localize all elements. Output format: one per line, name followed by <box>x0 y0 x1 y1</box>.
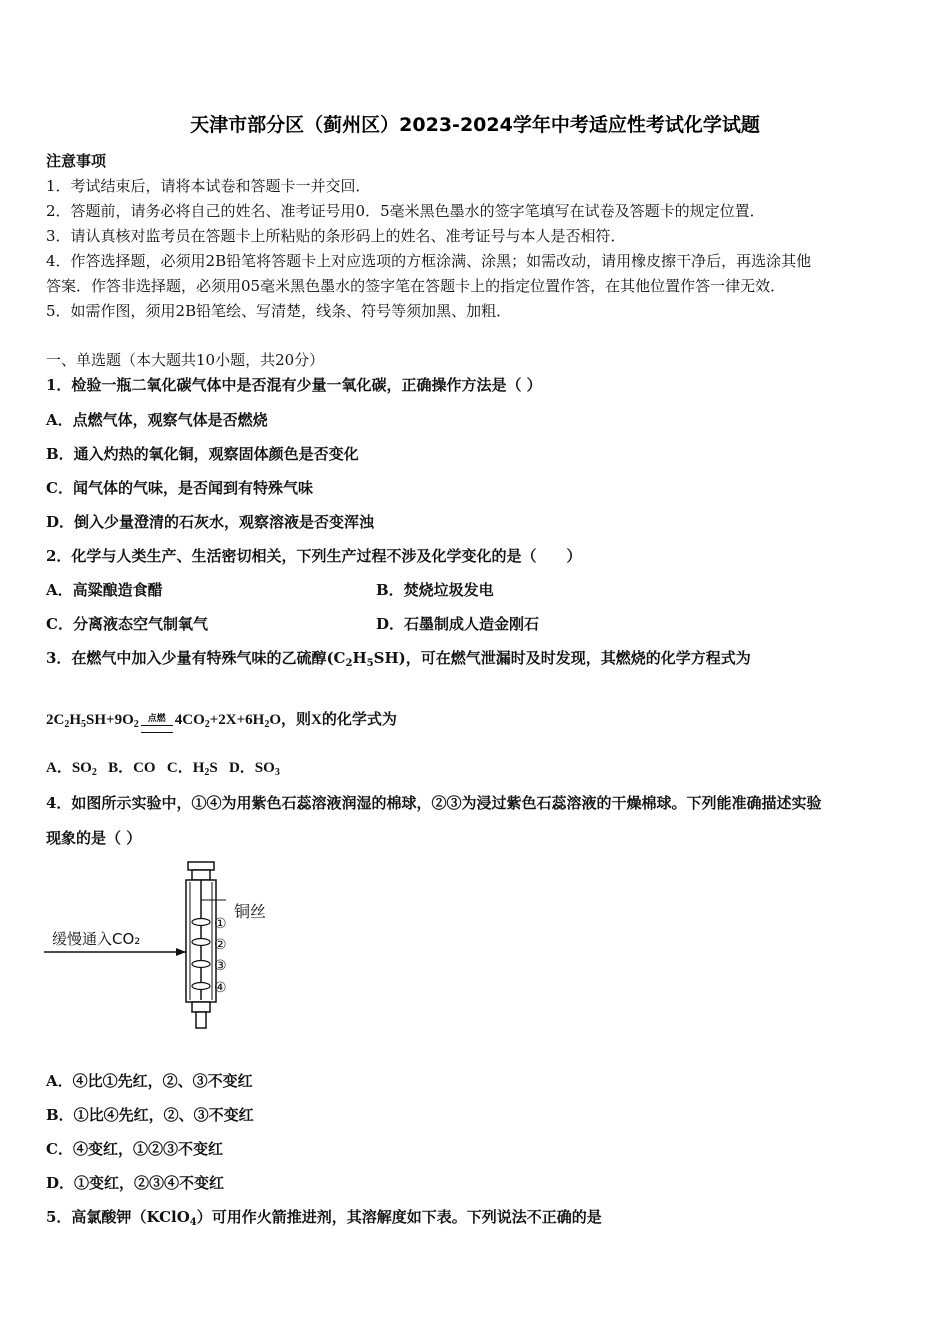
cotton-ball-3 <box>192 961 210 968</box>
subscript: 2 <box>64 719 70 730</box>
tube-top-neck <box>192 870 210 880</box>
reaction-left <box>46 710 139 730</box>
inlet-arrow-head <box>176 948 186 956</box>
mark-3: ③ <box>214 958 227 974</box>
q1-stem: 1．检验一瓶二氧化碳气体中是否混有少量一氧化碳，正确操作方法是（ ） <box>46 376 542 394</box>
mark-2: ② <box>214 937 227 953</box>
q2-row-2 <box>46 614 540 634</box>
q3-option-d <box>229 760 280 776</box>
q5-stem-text: 5．高氯酸钾（KClO <box>46 1208 190 1226</box>
q3-option-b: B．CO <box>108 760 156 776</box>
q1-option-d: D．倒入少量澄清的石灰水，观察溶液是否变浑浊 <box>46 513 375 531</box>
q4-option-c: C．④变红，①②③不变红 <box>46 1140 223 1158</box>
notice-item: 3．请认真核对监考员在答题卡上所粘贴的条形码上的姓名、准考证号与本人是否相符． <box>46 227 626 245</box>
q3-stem-text: 3．在燃气中加入少量有特殊气味的乙硫醇(C <box>46 649 346 667</box>
q3-stem <box>46 648 751 668</box>
q3-option-c <box>167 760 218 776</box>
wire-label: 铜丝 <box>234 902 267 921</box>
q2-option-b: B．焚烧垃圾发电 <box>376 581 494 599</box>
subscript: 5 <box>366 658 374 669</box>
q4-stem-line2: 现象的是（ ） <box>46 829 142 847</box>
notice-item: 1．考试结束后，请将本试卷和答题卡一并交回． <box>46 177 371 195</box>
cotton-ball-1 <box>192 919 210 926</box>
notice-item: 答案．作答非选择题，必须用05毫米黑色墨水的签字笔在答题卡上的指定位置作答，在其他位置作答一律无效． <box>46 277 786 295</box>
q4-option-d: D．①变红，②③④不变红 <box>46 1174 225 1192</box>
notice-item: 2．答题前，请务必将自己的姓名、准考证号用0．5毫米黑色墨水的签字笔填写在试卷及答题卡的规定位置． <box>46 202 765 220</box>
q2-row-1 <box>46 580 494 600</box>
tube-outlet <box>196 1012 206 1028</box>
q3-equation <box>46 710 397 730</box>
eq-text: 4CO <box>174 712 205 728</box>
section-heading: 一、单选题（本大题共10小题，共20分） <box>46 351 325 369</box>
eq-text: SH+9O <box>86 712 134 728</box>
notice-item: 5．如需作图，须用2B铅笔绘、写清楚，线条、符号等须加黑、加粗． <box>46 302 512 320</box>
q4-stem-line1: 4．如图所示实验中，①④为用紫色石蕊溶液润湿的棉球，②③为浸过紫色石蕊溶液的干燥棉球。下列能准确描述实验 <box>46 794 822 812</box>
page-title: 天津市部分区（蓟州区）2023-2024学年中考适应性考试化学试题 <box>190 114 760 136</box>
opt-text: A．SO <box>46 760 92 776</box>
q1-option-c: C．闻气体的气味，是否闻到有特殊气味 <box>46 479 313 497</box>
q1-option-a: A．点燃气体，观察气体是否燃烧 <box>46 411 268 429</box>
q1-option-b: B．通入灼热的氧化铜，观察固体颜色是否变化 <box>46 445 359 463</box>
eq-text: O <box>269 712 282 728</box>
subscript: 2 <box>204 719 210 730</box>
eq-text: ，则X的化学式为 <box>281 712 397 728</box>
subscript: 5 <box>81 719 87 730</box>
q5-stem-text: ）可用作火箭推进剂，其溶解度如下表。下列说法不正确的是 <box>196 1208 602 1226</box>
subscript: 2 <box>91 767 97 778</box>
tube-bottom-neck <box>192 1002 210 1012</box>
equals-bar <box>141 725 173 733</box>
subscript: 2 <box>264 719 270 730</box>
subscript: 2 <box>133 719 139 730</box>
eq-text: 2C <box>46 712 65 728</box>
q4-option-b: B．①比④先红，②、③不变红 <box>46 1106 254 1124</box>
cotton-ball-2 <box>192 939 210 946</box>
eq-text: H <box>69 712 82 728</box>
q5-stem <box>46 1207 602 1227</box>
q2-option-d: D．石墨制成人造金刚石 <box>376 615 540 633</box>
q2-stem: 2．化学与人类生产、生活密切相关，下列生产过程不涉及化学变化的是（ ） <box>46 547 582 565</box>
q3-option-a <box>46 760 97 776</box>
eq-text: +2X+6H <box>209 712 265 728</box>
inlet-label: 缓慢通入CO₂ <box>52 930 141 948</box>
experiment-figure <box>40 860 300 1040</box>
tube-top-stopper <box>188 862 214 870</box>
q4-option-a: A．④比①先红，②、③不变红 <box>46 1072 253 1090</box>
opt-text: D．SO <box>228 760 275 776</box>
subscript: 2 <box>345 658 353 669</box>
q2-option-c: C．分离液态空气制氧气 <box>46 615 208 633</box>
mark-1: ① <box>214 916 227 932</box>
reaction-condition: 点燃 <box>147 713 166 723</box>
q3-options <box>46 758 280 778</box>
q3-stem-text: H <box>352 649 367 667</box>
notice-item: 4．作答选择题，必须用2B铅笔将答题卡上对应选项的方框涂满、涂黑；如需改动，请用橡皮擦干净后，再选涂其他 <box>46 252 812 270</box>
q3-stem-text: SH)，可在燃气泄漏时及时发现，其燃烧的化学方程式为 <box>373 649 751 667</box>
subscript: 2 <box>204 767 210 778</box>
mark-4: ④ <box>214 980 227 996</box>
cotton-ball-4 <box>192 983 210 990</box>
q2-option-a: A．高粱酿造食醋 <box>46 581 163 599</box>
subscript: 4 <box>189 1217 197 1228</box>
notice-heading: 注意事项 <box>46 152 107 170</box>
opt-text: C．H <box>166 760 205 776</box>
opt-text: S <box>209 760 218 776</box>
subscript: 3 <box>274 767 280 778</box>
